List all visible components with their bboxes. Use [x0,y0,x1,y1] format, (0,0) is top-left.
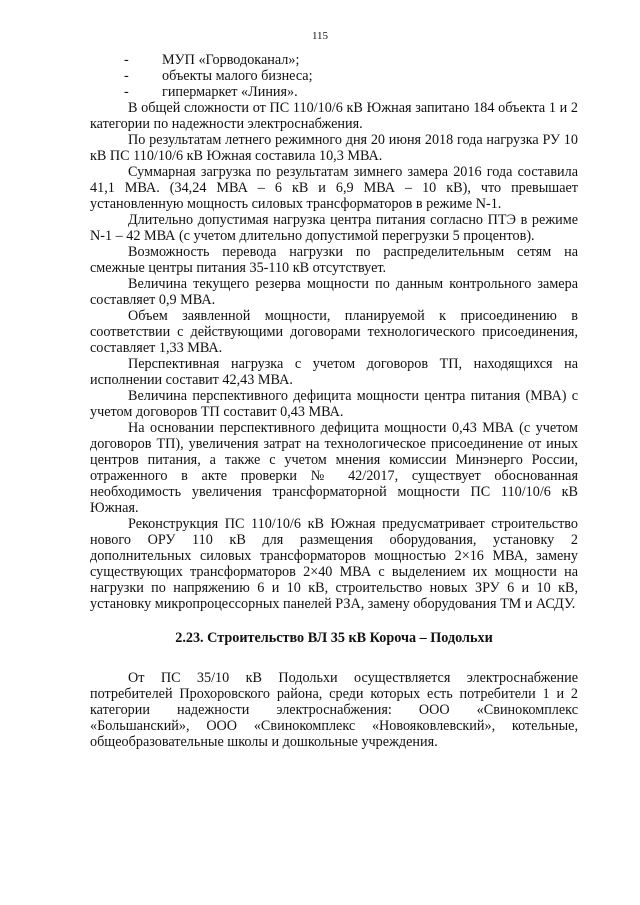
bullet-item [90,52,578,68]
page-content [90,52,578,750]
bullet-marker: - [124,52,129,68]
bullet-marker: - [124,68,129,84]
paragraph: В общей сложности от ПС 110/10/6 кВ Южная запитано 184 объекта 1 и 2 категории по надежности электроснабжения. [90,100,578,132]
paragraph: Реконструкция ПС 110/10/6 кВ Южная предусматривает строительство нового ОРУ 110 кВ для размещения оборудования, установку 2 дополнительных силовых трансформаторов мощностью 2×16 МВА, замену существующих трансформаторов 2×40 МВА с выделением их мощности на нагрузки по напряжению 6 и 10 кВ, строительство новых ЗРУ 6 и 10 кВ, установку микропроцессорных панелей РЗА, замену оборудования ТМ и АСДУ. [90,516,578,612]
paragraph: На основании перспективного дефицита мощности 0,43 МВА (с учетом договоров ТП), увеличения затрат на технологическое присоединение от иных центров питания, а также с учетом мнения комиссии Минэнерго России, отраженного в акте проверки № 42/2017, существует обоснованная необходимость увеличения трансформаторной мощности ПС 110/10/6 кВ Южная. [90,420,578,516]
bullet-list [90,52,578,100]
bullet-text: объекты малого бизнеса; [162,68,313,84]
bullet-marker: - [124,84,129,100]
paragraph: Перспективная нагрузка с учетом договоров ТП, находящихся на исполнении составит 42,43 МВА. [90,356,578,388]
page-number: 115 [311,30,329,42]
paragraph: Возможность перевода нагрузки по распределительным сетям на смежные центры питания 35-110 кВ отсутствует. [90,244,578,276]
paragraph: Длительно допустимая нагрузка центра питания согласно ПТЭ в режиме N-1 – 42 МВА (с учетом длительно допустимой перегрузки 5 процентов). [90,212,578,244]
paragraph: От ПС 35/10 кВ Подольхи осуществляется электроснабжение потребителей Прохоровского района, среди которых есть потребители 1 и 2 категории надежности электроснабжения: ООО «Свинокомплекс «Большанский», ООО «Свинокомплекс «Новояковлевский», котельные, общеобразовательные школы и дошкольные учреждения. [90,670,578,750]
bullet-text: МУП «Горводоканал»; [162,52,300,68]
paragraph: Объем заявленной мощности, планируемой к присоединению в соответствии с действующими договорами технологического присоединения, составляет 1,33 МВА. [90,308,578,356]
paragraph: Суммарная загрузка по результатам зимнего замера 2016 года составила 41,1 МВА. (34,24 МВА – 6 кВ и 6,9 МВА – 10 кВ), что превышает установленную мощность силовых трансформаторов в режиме N-1. [90,164,578,212]
paragraph: По результатам летнего режимного дня 20 июня 2018 года нагрузка РУ 10 кВ ПС 110/10/6 кВ Южная составила 10,3 МВА. [90,132,578,164]
paragraph: Величина перспективного дефицита мощности центра питания (МВА) с учетом договоров ТП составит 0,43 МВА. [90,388,578,420]
bullet-item [90,84,578,100]
bullet-text: гипермаркет «Линия». [162,84,298,100]
section-heading: 2.23. Строительство ВЛ 35 кВ Короча – Подольхи [175,630,493,646]
bullet-item [90,68,578,84]
paragraph: Величина текущего резерва мощности по данным контрольного замера составляет 0,9 МВА. [90,276,578,308]
